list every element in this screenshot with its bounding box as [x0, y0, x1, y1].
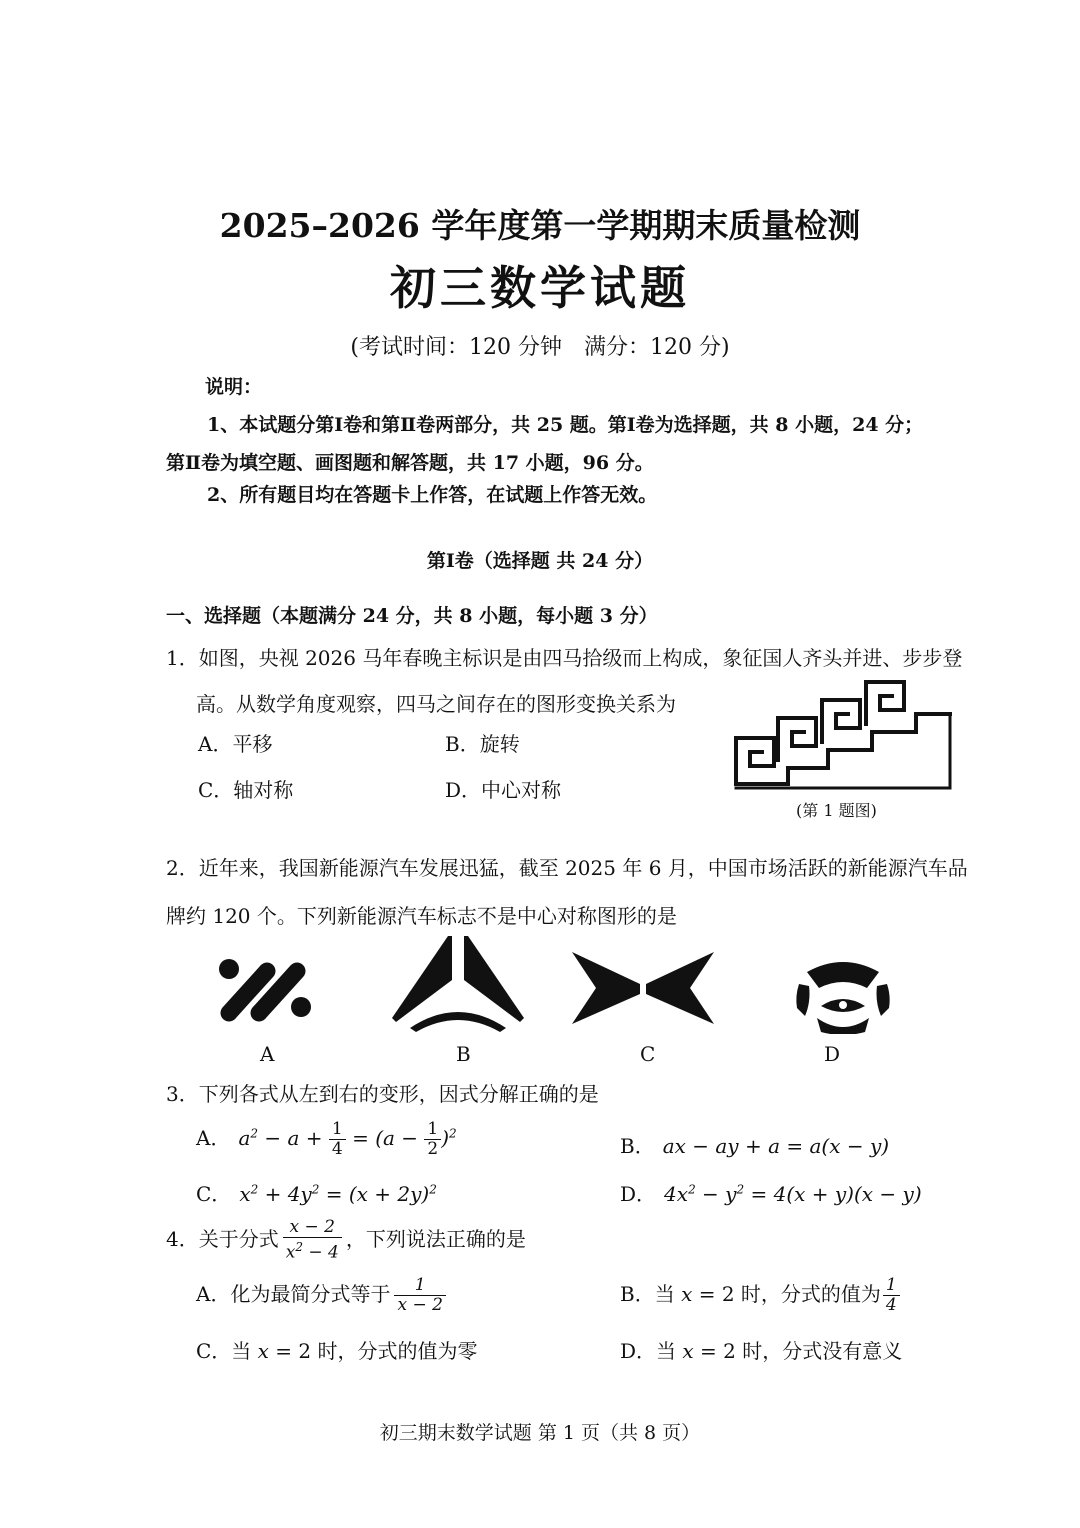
q2-label-a: A — [260, 1042, 275, 1066]
volume-heading: 第Ⅰ卷（选择题 共 24 分） — [426, 550, 654, 572]
q3-option-d: D． $4x^2 - y^2 = 4(x + y)(x - y)$ — [620, 1182, 922, 1206]
notes-line-2: 2、所有题目均在答题卡上作答，在试题上作答无效。 — [207, 484, 658, 506]
q2-logo-a — [215, 955, 315, 1025]
q1-stem-line1: 1．如图，央视 2026 马年春晚主标识是由四马拾级而上构成，象征国人齐头并进、步步登 — [166, 646, 963, 670]
exam-title: 2025–2026 学年度第一学期期末质量检测 — [219, 206, 861, 245]
horse-glyphs — [736, 682, 950, 788]
q2-label-b: B — [456, 1042, 471, 1066]
q1-option-b: B．旋转 — [445, 732, 520, 756]
q2-label-c: C — [640, 1042, 656, 1066]
notes-line-1a: 1、本试题分第Ⅰ卷和第Ⅱ卷两部分，共 25 题。第Ⅰ卷为选择题，共 8 小题，24 分； — [207, 414, 924, 436]
q3-stem: 3．下列各式从左到右的变形，因式分解正确的是 — [166, 1082, 599, 1106]
notes-line-1b: 第Ⅱ卷为填空题、画图题和解答题，共 17 小题，96 分。 — [166, 452, 654, 474]
q2-label-d: D — [824, 1042, 841, 1066]
q4-option-b: B．当 x = 2 时，分式的值为 $\frac{1}{4}$ — [620, 1276, 900, 1315]
q1-option-d: D．中心对称 — [445, 778, 562, 802]
q1-horse-logo-figure — [728, 676, 958, 791]
exam-info: (考试时间：120 分钟 满分：120 分) — [350, 335, 730, 360]
q4-option-d: D．当 x = 2 时，分式没有意义 — [620, 1339, 903, 1363]
q2-stem-line2: 牌约 120 个。下列新能源汽车标志不是中心对称图形的是 — [166, 904, 677, 928]
q4-stem: 4．关于分式 $\frac{x - 2}{x^2 - 4}$ ，下列说法正确的是 — [166, 1217, 526, 1263]
q1-stem-line2: 高。从数学角度观察，四马之间存在的图形变换关系为 — [196, 692, 676, 716]
notes-heading: 说明： — [205, 376, 263, 398]
q2-logo-c — [568, 948, 718, 1028]
subject-title: 初三数学试题 — [390, 261, 690, 315]
q3-option-c: C． $x^2 + 4y^2 = (x + 2y)^2$ — [196, 1182, 437, 1206]
q1-option-a: A．平移 — [198, 732, 273, 756]
q3-option-b: B． ax − ay + a = a(x − y) — [620, 1134, 890, 1158]
q4-option-c: C．当 x = 2 时，分式的值为零 — [196, 1339, 478, 1363]
q1-option-c: C．轴对称 — [198, 778, 294, 802]
q2-stem-line1: 2．近年来，我国新能源汽车发展迅猛，截至 2025 年 6 月，中国市场活跃的新能源汽车品 — [166, 856, 968, 880]
horse-glyph-4 — [866, 682, 950, 732]
part-heading: 一、选择题（本题满分 24 分，共 8 小题，每小题 3 分） — [166, 605, 658, 627]
q2-logo-d — [795, 958, 891, 1034]
horse-glyph-1 — [736, 738, 788, 784]
q1-figure-caption: (第 1 题图) — [796, 801, 877, 820]
q2-logo-b — [388, 932, 528, 1032]
q4-option-a: A．化为最简分式等于 $\frac{1}{x - 2}$ — [196, 1276, 446, 1315]
q3-option-a: A． $a^2 - a$ + $\frac{1}{4}$ = (a − $\frac{1}{2}$ )$^2$ — [196, 1119, 457, 1159]
page-footer: 初三期末数学试题 第 1 页（共 8 页） — [379, 1422, 701, 1444]
